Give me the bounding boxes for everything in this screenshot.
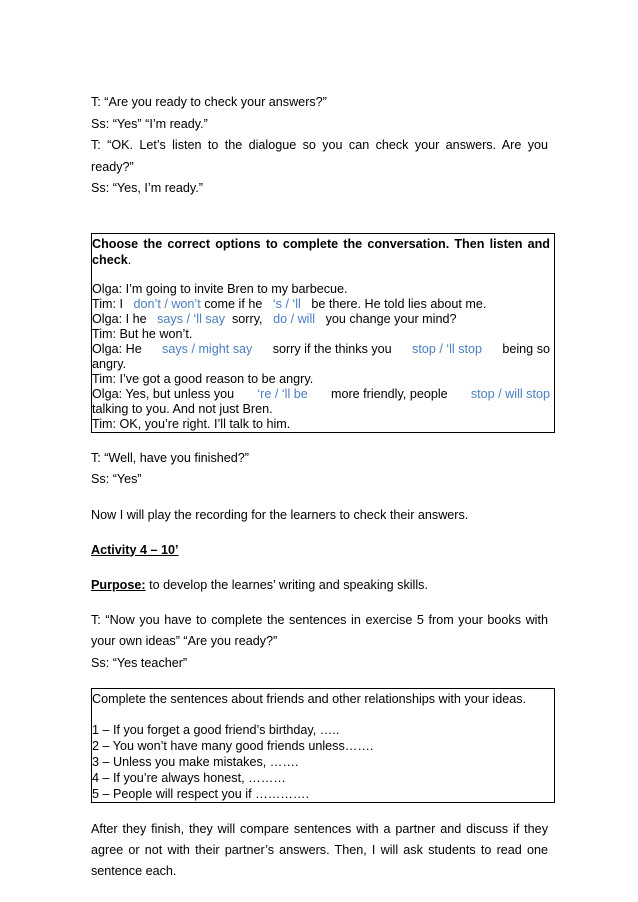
option-choice[interactable]: says / ‘ll say <box>157 311 225 326</box>
document-page <box>91 92 548 882</box>
dialogue-line: T: “Well, have you finished?” <box>91 450 249 465</box>
closing-paragraph: After they finish, they will compare sentences with a partner and discuss if they agree or not with their partner’s answers. Then, I will ask students to read one sentence each. <box>91 822 548 878</box>
dialogue-line: Ss: “Yes” “I’m ready.” <box>91 116 208 131</box>
conversation-line: Olga: I he says / ‘ll say sorry, do / will you change your mind? <box>92 311 457 326</box>
conversation-line: talking to you. And not just Bren. <box>92 401 273 416</box>
sentence-item: 4 – If you’re always honest, ……… <box>92 771 286 785</box>
conversation-line: Tim: I don’t / won’t come if he ‘s / ‘ll be there. He told lies about me. <box>92 296 487 311</box>
check-dialogue <box>91 448 548 491</box>
dialogue-line: Ss: “Yes” <box>91 472 142 486</box>
sentence-item: 2 – You won’t have many good friends unless……. <box>92 739 374 753</box>
sentence-item: 1 – If you forget a good friend’s birthday, ….. <box>92 723 340 737</box>
option-choice[interactable]: don’t / won’t <box>133 296 201 311</box>
dialogue-line: T: “Are you ready to check your answers?” <box>91 95 327 109</box>
purpose-label: Purpose: <box>91 577 146 592</box>
exercise-instruction: Choose the correct options to complete the conversation. Then listen and check. <box>92 236 550 267</box>
option-choice[interactable]: ‘re / ‘ll be <box>257 386 308 401</box>
option-choice[interactable]: stop / ‘ll stop <box>412 341 483 356</box>
exercise5-dialogue <box>91 610 548 675</box>
conversation-line: Tim: OK, you’re right. I’ll talk to him. <box>92 416 291 431</box>
dialogue-line: T: “OK. Let’s listen to the dialogue so you can check your answers. Are you ready?” <box>91 138 548 174</box>
opening-dialogue <box>91 92 548 200</box>
conversation-line: angry. <box>92 356 127 371</box>
conversation-line: Tim: But he won’t. <box>92 326 193 341</box>
conversation-line: Tim: I’ve got a good reason to be angry. <box>92 371 314 386</box>
option-choice[interactable]: ‘s / ‘ll <box>272 296 301 311</box>
conversation-line: Olga: He says / might say sorry if the thinks you stop / ‘ll stop being so <box>92 341 550 356</box>
purpose-line: Purpose: to develop the learnes’ writing and speaking skills. <box>91 577 428 592</box>
conversation-line: Olga: I’m going to invite Bren to my barbecue. <box>92 281 348 296</box>
sentence-item: 3 – Unless you make mistakes, ……. <box>92 755 299 769</box>
sentences-box <box>91 688 555 803</box>
sentences-instruction: Complete the sentences about friends and other relationships with your ideas. <box>92 692 527 706</box>
dialogue-line: Ss: “Yes, I’m ready.” <box>91 181 203 195</box>
exercise-box <box>91 233 555 433</box>
dialogue-line: T: “Now you have to complete the sentences in exercise 5 from your books with your own ideas” “Are you ready?” <box>91 612 548 648</box>
recording-note: Now I will play the recording for the learners to check their answers. <box>91 507 469 522</box>
sentence-item: 5 – People will respect you if …………. <box>92 787 309 801</box>
conversation-line: Olga: Yes, but unless you ‘re / ‘ll be more friendly, people stop / will stop <box>92 386 550 401</box>
option-choice[interactable]: says / might say <box>162 341 253 356</box>
option-choice[interactable]: stop / will stop <box>470 386 550 401</box>
dialogue-line: Ss: “Yes teacher” <box>91 655 188 670</box>
option-choice[interactable]: do / will <box>273 311 316 326</box>
activity-title: Activity 4 – 10’ <box>91 542 179 557</box>
